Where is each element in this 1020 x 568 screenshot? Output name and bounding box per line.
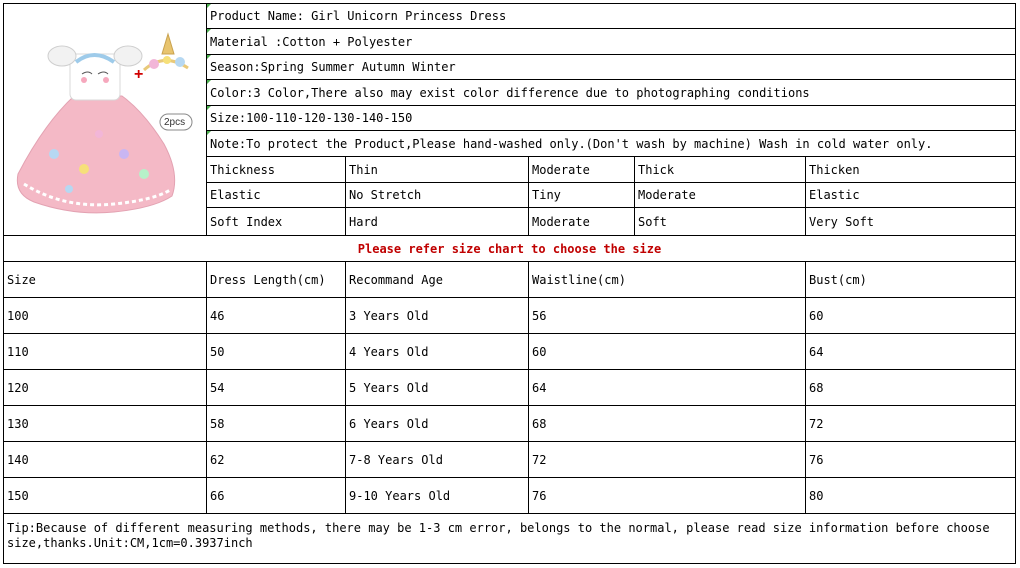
attribute-cell (346, 157, 529, 183)
attribute-label: Thickness (210, 162, 276, 177)
table-cell-text: 72 (809, 416, 824, 431)
corner-marker (207, 131, 211, 135)
table-cell-text: 46 (210, 308, 225, 323)
banner-text: Please refer size chart to choose the size (357, 241, 662, 256)
table-cell (529, 334, 806, 370)
table-header-text: Dress Length(cm) (210, 272, 326, 287)
table-cell-text: 3 Years Old (349, 308, 429, 323)
attribute-cell (346, 183, 529, 208)
attribute-cell (207, 157, 346, 183)
attribute-label: Elastic (210, 188, 261, 202)
table-cell (806, 478, 1016, 514)
table-cell-text: 50 (210, 344, 225, 359)
material: Material :Cotton + Polyester (210, 34, 413, 49)
attribute-level: Thick (638, 162, 675, 177)
table-cell-text: 72 (532, 452, 547, 467)
table-cell-text: 56 (532, 308, 547, 323)
table-cell (346, 406, 529, 442)
table-cell (346, 334, 529, 370)
table-cell (529, 406, 806, 442)
table-cell-text: 7-8 Years Old (349, 452, 443, 467)
table-cell (4, 298, 207, 334)
attribute-level: Very Soft (809, 214, 875, 229)
table-cell (529, 370, 806, 406)
table-cell-text: 62 (210, 452, 225, 467)
attribute-cell (207, 208, 346, 236)
corner-marker (207, 4, 211, 8)
attribute-level: Thin (349, 162, 378, 177)
table-cell-text: 9-10 Years Old (349, 488, 451, 503)
season-cell (207, 55, 1016, 80)
table-header (529, 262, 806, 298)
attribute-cell (207, 183, 346, 208)
table-cell-text: 66 (210, 488, 225, 503)
attribute-cell (346, 208, 529, 236)
size-list: Size:100-110-120-130-140-150 (210, 111, 413, 125)
attribute-cell (806, 208, 1016, 236)
table-header-text: Waistline(cm) (532, 272, 626, 287)
season: Season:Spring Summer Autumn Winter (210, 60, 456, 74)
table-cell-text: 140 (7, 452, 29, 467)
tip-cell (4, 513, 1016, 564)
table-cell (207, 478, 346, 514)
corner-marker (207, 29, 211, 33)
table-cell (806, 334, 1016, 370)
table-cell (4, 370, 207, 406)
attribute-level: Hard (349, 214, 378, 229)
attribute-level: Elastic (809, 188, 860, 202)
table-cell-text: 4 Years Old (349, 344, 429, 359)
table-cell-text: 60 (809, 308, 824, 323)
table-cell (346, 370, 529, 406)
attribute-level: Moderate (532, 162, 590, 177)
table-cell-text: 150 (7, 488, 29, 503)
table-header-text: Recommand Age (349, 272, 443, 287)
table-header (4, 262, 207, 298)
table-cell-text: 68 (809, 380, 824, 395)
table-cell (529, 478, 806, 514)
attribute-cell (635, 208, 806, 236)
table-cell-text: 110 (7, 344, 29, 359)
color-info: Color:3 Color,There also may exist color difference due to photographing conditions (210, 85, 810, 100)
attribute-level: Soft (638, 214, 667, 229)
attribute-cell (529, 183, 635, 208)
table-cell (207, 370, 346, 406)
table-cell-text: 130 (7, 416, 29, 431)
table-cell (4, 406, 207, 442)
size-list-cell (207, 106, 1016, 131)
attribute-level: Thicken (809, 162, 860, 177)
product-name: Product Name: Girl Unicorn Princess Dress (210, 9, 507, 23)
table-cell (806, 442, 1016, 478)
attribute-label: Soft Index (210, 214, 283, 229)
table-cell-text: 6 Years Old (349, 416, 429, 431)
table-cell (529, 442, 806, 478)
table-cell (4, 442, 207, 478)
table-cell (4, 334, 207, 370)
color-cell (207, 80, 1016, 106)
table-cell-text: 76 (532, 488, 547, 503)
table-header (346, 262, 529, 298)
table-cell (346, 478, 529, 514)
table-cell-text: 64 (809, 344, 824, 359)
table-cell-text: 120 (7, 380, 29, 395)
attribute-cell (806, 183, 1016, 208)
attribute-cell (806, 157, 1016, 183)
corner-marker (207, 106, 211, 110)
care-note: Note:To protect the Product,Please hand-washed only.(Don't wash by machine) Wash in cold water only. (210, 136, 933, 151)
table-cell (346, 442, 529, 478)
table-header-text: Bust(cm) (809, 272, 867, 287)
attribute-level: Moderate (638, 188, 696, 202)
attribute-level: Tiny (532, 188, 561, 202)
table-cell-text: 76 (809, 452, 824, 467)
pcs-badge: 2pcs (164, 117, 186, 128)
table-header-text: Size (7, 272, 36, 287)
table-cell (207, 298, 346, 334)
size-chart-sheet (3, 3, 1016, 564)
plus-sign: + (134, 66, 144, 83)
attribute-cell (635, 183, 806, 208)
attribute-cell (529, 208, 635, 236)
table-cell (529, 298, 806, 334)
table-cell (806, 370, 1016, 406)
size-chart-banner (4, 236, 1016, 262)
table-cell (4, 478, 207, 514)
table-cell (207, 442, 346, 478)
attribute-cell (635, 157, 806, 183)
corner-marker (207, 80, 211, 84)
product-photo (4, 4, 207, 236)
table-cell-text: 68 (532, 416, 547, 431)
table-cell-text: 5 Years Old (349, 380, 429, 395)
attribute-level: No Stretch (349, 188, 422, 202)
table-header (806, 262, 1016, 298)
table-cell (207, 406, 346, 442)
tip-text: Tip:Because of different measuring methods, there may be 1-3 cm error, belongs to the normal, please read size information before choose size,thanks.Unit:CM,1cm=0.3937inch (7, 521, 990, 550)
table-cell (346, 298, 529, 334)
table-cell-text: 64 (532, 380, 547, 395)
corner-marker (207, 55, 211, 59)
table-cell-text: 80 (809, 488, 824, 503)
table-cell-text: 58 (210, 416, 225, 431)
table-cell-text: 60 (532, 344, 547, 359)
material-cell (207, 29, 1016, 55)
note-cell (207, 131, 1016, 157)
table-cell (806, 298, 1016, 334)
table-cell (806, 406, 1016, 442)
table-cell-text: 54 (210, 380, 225, 395)
table-header (207, 262, 346, 298)
attribute-level: Moderate (532, 214, 590, 229)
table-cell (207, 334, 346, 370)
table-cell-text: 100 (7, 308, 29, 323)
attribute-cell (529, 157, 635, 183)
product-name-cell (207, 4, 1016, 29)
